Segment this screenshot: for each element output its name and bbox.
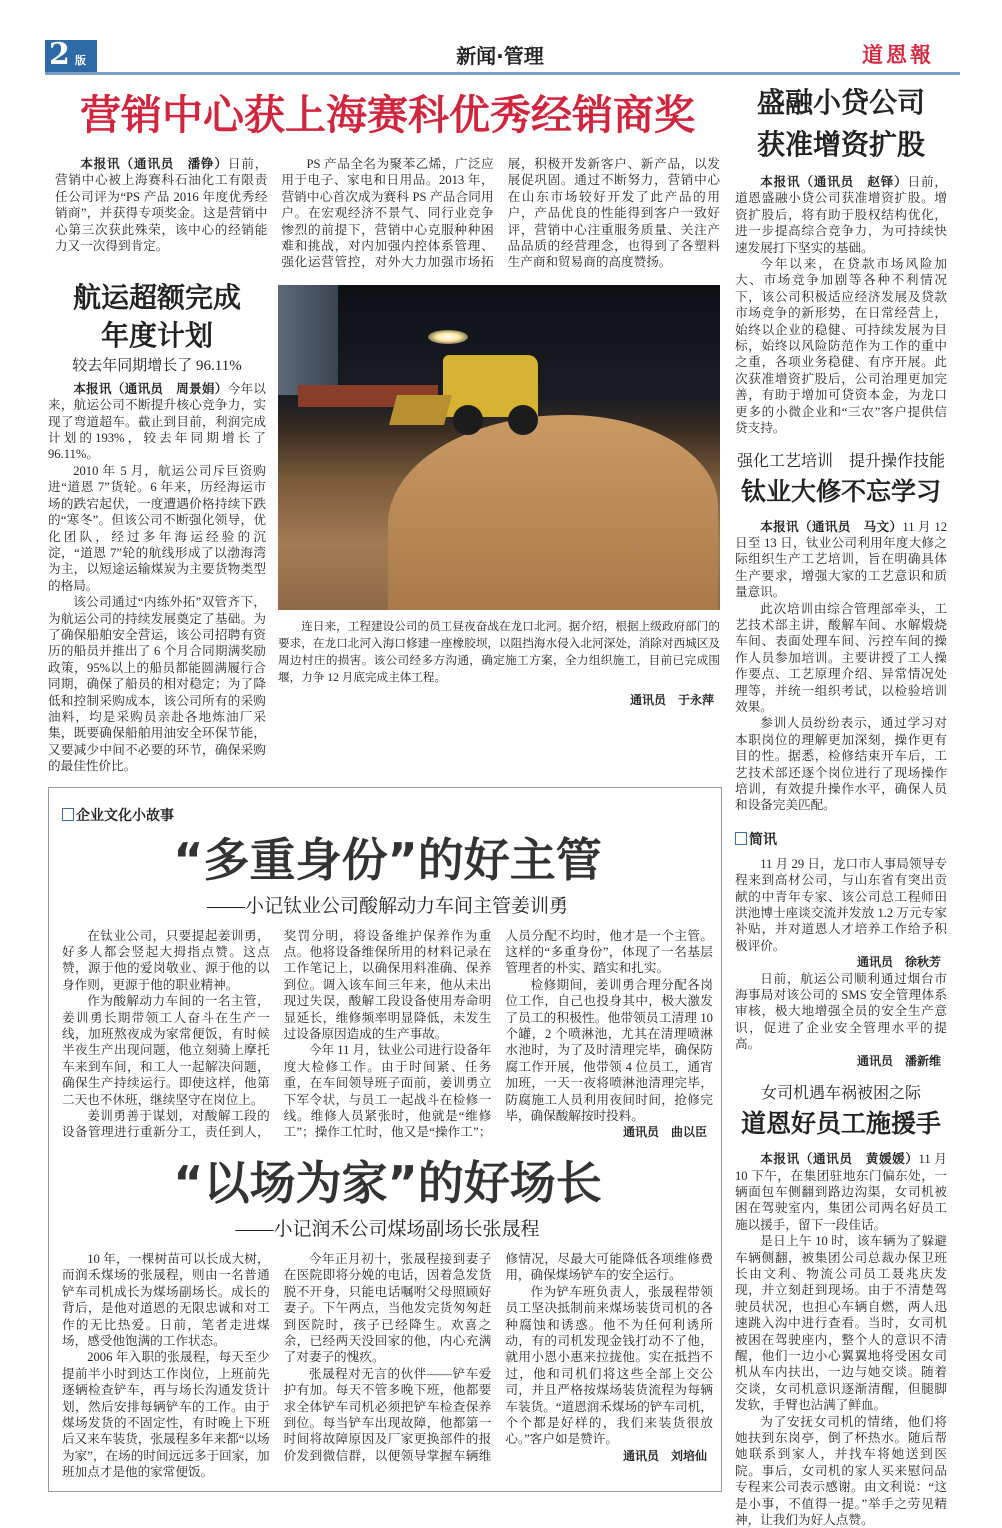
kicker-training: 强化工艺培训 提升操作技能 (736, 452, 945, 470)
middle-row (48, 279, 722, 775)
photo-byline: 通讯员 于永萍 (629, 692, 714, 707)
paragraph: PS 产品全名为聚苯乙烯，广泛应用于电子、家电和日用品。2013 年，营销中心首次成为赛科 PS 产品合同用户。在宏观经济不景气、同行业竞争惨烈的前提下，营销中心克服种种困难和挑战，对内加强内控体系管理、强化运营管控，对外大力加强市场拓展，积极开发新客户、新产品，以发展促巩固。通过不断努力，营销中心在山东市场较好开发了此产品的用户，产品优良的性能得到客户一致好评，营销中心注重服务质量、关注产品品质的经营理念，也得到了各塑料生产商和贸易商的高度赞扬。 (281, 157, 720, 270)
right-column (735, 82, 947, 1528)
brief-section-label (735, 830, 947, 850)
paragraph: 今年以来，航运公司不断提升核心竞争力，实现了弯道超车。截止到目前，利润完成计划的193%，较去年同期增长了 96.11%。 (48, 381, 267, 462)
article-lead: 本报讯（通讯员 赵铎） (760, 174, 908, 189)
section-label-text: 企业文化小故事 (76, 807, 174, 824)
section-label-text: 简讯 (749, 831, 777, 848)
paragraph: 此次培训由综合管理部牵头，工艺技术部主讲，酸解车间、水解煅烧车间、表面处理车间、污控车间的操作人员参加培训。主要讲授了工人操作要点、工艺原理介绍、异常情况处理等，并统一组织考试，以检验培训效果。 (735, 601, 947, 714)
paragraph: 2010 年 5 月，航运公司斥巨资购进“道恩 7”货轮。6 年来，历经海运市场的跌宕起伏，一度遭遇价格持续下跌的“寒冬”。但该公司不断强化领导，优化团队，经过多年海运经验的沉淀，“道恩 7”轮的航线形成了以渤海湾为主，以短途运输煤炭为主要货物类型的格局。 (48, 463, 266, 593)
edition-number: 2 (49, 37, 70, 72)
sand-mound (388, 415, 718, 610)
story2-title: “以场为家”的好场长 (173, 1155, 602, 1210)
floodlight (428, 330, 468, 344)
story1-title: “多重身份”的好主管 (173, 832, 602, 887)
header-rule (45, 72, 960, 75)
section-title: 新闻·管理 (456, 44, 544, 68)
article-training-body (735, 519, 947, 814)
article-lead: 本报讯（通讯员 潘铮） (80, 156, 228, 171)
paragraph: 是日上午 10 时，该车辆为了躲避车辆侧翻，被集团公司总裁办保卫班长由文利、物流公司员工聂兆庆发现，并立刻赶到现场。由于不清楚驾驶员状况，也担心车辆自燃，两人迅速跳入沟中进行查看。当时，女司机被困在驾驶座内，整个人的意识不清醒，他们一边小心翼翼地将受困女司机从车内扶出，一边与她交谈。随着交谈，女司机意识逐渐清醒，但腿脚发软，手臂也沾满了鲜血。 (735, 1234, 947, 1413)
paragraph: 在钛业公司，只要提起姜训勇，好多人都会竖起大拇指点赞。这点赞，源于他的爱岗敬业、源于他的以身作则，更源于他的职业精神。 (62, 928, 270, 992)
paragraph: 11 月 12 日至 13 日，钛业公司利用年度大修之际组织生产工艺培训，旨在明确具体生产要求，增强大家的工艺意识和质量意识。 (735, 519, 947, 600)
headline-training: 钛业大修不忘学习 (740, 476, 941, 506)
main-area (48, 82, 722, 1492)
square-icon (62, 808, 74, 821)
paragraph: 2006 年入职的张晟程，每天至少提前半小时到达工作岗位，上班前先逐辆检查铲车，再与场长沟通发货计划，然后安排每辆铲车的工作。由于煤场发货的不固定性，有时晚上下班后又来车装货，张晟程多年来都“以场为家”，在场的时间远远多于回家，加班加点才是他的家常便饭。 (62, 1350, 270, 1480)
paragraph: 10 年，一棵树苗可以长成大树，而润禾煤场的张晟程，则由一名普通铲车司机成长为煤场副场长。成长的背后，是他对道恩的无限忠诚和对工作的无比热爱。日前，笔者走进煤场，感受他饱满的工作状态。 (62, 1251, 270, 1348)
story2-body (62, 1251, 713, 1481)
construction-photo (278, 285, 720, 610)
headline-loan-2: 获准增资扩股 (756, 128, 925, 161)
article-loan-body (735, 174, 947, 437)
headline-loan-1: 盛融小贷公司 (756, 86, 925, 119)
paragraph: 为了安抚女司机的情绪，他们将她扶到东岗亭，倒了杯热水。随后帮她联系到家人，并找车将她送到医院。事后，女司机的家人买来慰问品专程来公司表示感谢。由文利说：“这是小事，不值得一提。”举手之劳见精神，让我们为好人点赞。 (735, 1414, 947, 1528)
headline-shipping-2: 年度计划 (100, 318, 213, 352)
kicker-rescue: 女司机遇车祸被困之际 (760, 1085, 921, 1103)
paragraph: 作为酸解动力车间的一名主管，姜训勇长期带领工人奋斗在生产一线，加班熬夜成为家常便饭，有时候半夜生产出现问题，他立刻骑上摩托车来到车间，和工人一起解决问题，确保生产持续运行。即使这样，他第二天也不休班，继续坚守在岗位上。 (62, 994, 270, 1107)
paragraph: 检修期间，姜训勇合理分配各岗位工作，自己也投身其中，极大激发了员工的积极性。他带领员工清理 10 个罐，2 个喷淋池，尤其在清理喷淋水池时，为了及时清理完毕，确保防腐工作开展，他带领 4 位员工，通宵加班，一天一夜将喷淋池清理完毕，防腐施工人员利用夜间时间，抢修完毕，确保酸解按时投料。 (505, 977, 713, 1124)
story1-body (62, 928, 713, 1141)
loader-wheel (453, 405, 483, 435)
paragraph: 张晟程对无言的伙伴——铲车爱护有加。每天不管多晚下班，他都要求全体铲车司机必须把铲车检查保养到位。每当铲车出现故障，他都第一时间将故障原因及厂家更换部件的报价发到微信群，以便领导掌握车辆维修情况，尽最大可能降低各项维修费用，确保煤场铲车的安全运行。 (283, 1251, 713, 1463)
paragraph: 作为铲车班负责人，张晟程带领员工坚决抵制前来煤场装货司机的各种腐蚀和诱惑。他不为任何利诱所动，有的司机发现金钱打动不了他，就用小恩小惠来拉拢他。实在抵挡不过，他和司机们将这些全部上交公司，并且严格按煤场装货流程为每辆车装货。“道恩润禾煤场的铲车司机，个个都是好样的，我们来装货很放心。”客户如是赞许。 (505, 1284, 713, 1447)
headline-shipping-1: 航运超额完成 (72, 280, 241, 314)
article-rescue-body (735, 1151, 947, 1528)
article-lead: 本报讯（通讯员 黄媛媛） (760, 1151, 919, 1167)
paragraph: 11 月 10 下午，在集团驻地东门偏东处，一辆面包车侧翻到路边沟渠，女司机被困在驾驶室内，集团公司两名好员工施以援手，留下一段佳话。 (735, 1152, 948, 1232)
article-shipping-body (48, 381, 266, 775)
masthead-logo: 道恩報 (862, 42, 934, 67)
edition-badge (45, 37, 97, 72)
paragraph: 姜训勇善于谋划，对酸解工段的设备管理进行重新分工，责任到人，奖罚分明，将设备维护保养作为重点。他将设备维保所用的材料记录在工作笔记上，以确保用料准确、保养到位。调入该车间三年来，他从未出现过失误，酸解工段设备使用寿命明显延长，维修频率明显降低，未发生过设备原因造成的生产事故。 (62, 928, 492, 1140)
brief-body (735, 856, 947, 1069)
story2-subtitle: ——小记润禾公司煤场副场长张晟程 (235, 1218, 540, 1240)
brief-byline: 通讯员 徐秋芳 (856, 955, 941, 970)
story2-byline: 通讯员 刘培仙 (622, 1448, 707, 1463)
loader-wheel (508, 405, 538, 435)
headline-rescue: 道恩好员工施援手 (740, 1109, 941, 1139)
paragraph: 日前，营销中心被上海赛科石油化工有限责任公司评为“PS 产品 2016 年度优秀经销商”，并获得专项奖金。这是营销中心第三次获此殊荣，该中心的经销能力又一次得到肯定。 (55, 157, 268, 254)
paragraph: 今年正月初十，张晟程接到妻子在医院即将分娩的电话，因着急发货脱不开身，只能电话嘱咐父母照顾好妻子。下午两点，当他发完货匆匆赶到医院时，孩子已经降生。欢喜之余，已经两天没回家的他，内心充满了对妻子的愧疚。 (283, 1251, 492, 1365)
brief-byline: 通讯员 潘新维 (856, 1053, 941, 1068)
story1-subtitle: ——小记钛业公司酸解动力车间主管姜训勇 (206, 895, 568, 917)
story1-byline: 通讯员 曲以臣 (622, 1125, 707, 1140)
subhead-shipping: 较去年同期增长了 96.11% (72, 357, 242, 374)
edition-label: 版 (75, 55, 86, 67)
photo-block (278, 285, 720, 708)
square-icon (735, 832, 747, 845)
photo-caption: 连日来，工程建设公司的员工昼夜奋战在龙口北河。据介绍，根据上级政府部门的要求，在龙口北河入海口修建一座橡胶坝，以阻挡海水侵入北河深处，消除对西城区及周边村庄的损害。该公司经多方沟通，确定施工方案，全力组织施工，目前已完成围堰，力争 12 月底完成主体工程。 (278, 619, 720, 684)
article-shipping (48, 279, 266, 775)
paragraph: 今年以来，在贷款市场风险加大、市场竞争加剧等各种不利情况下，该公司积极适应经济发展及贷款市场竞争的新形势，在日常经营上，始终以企业的稳健、可持续发展为目标，始终以风险防范作为工作的重中之重，各项业务稳健、有序开展。此次获准增资扩股后，公司治理更加完善，有助于增加可贷资本金，为龙口更多的小微企业和“三农”客户提供信贷支持。 (735, 257, 947, 436)
paragraph: 日前，航运公司顺利通过烟台市海事局对该公司的 SMS 安全管理体系审核，极大地增强全员的安全生产意识，促进了企业安全管理水平的提高。 (735, 971, 947, 1052)
paragraph: 参训人员纷纷表示，通过学习对本职岗位的理解更加深刻，操作更有目的性。据悉，检修结束开车后，工艺技术部还逐个岗位进行了现场操作培训，有效提升操作水平，确保人员和设备完美匹配。 (735, 716, 947, 813)
paragraph: 该公司通过“内练外拓”双管齐下，为航运公司的持续发展奠定了基础。为了确保船舶安全营运，该公司招聘有资历的船员并推出了 6 个月合同期满奖励政策，95%以上的船员都能圆满履行合同期，确保了船员的相对稳定；为了降低和控制采购成本，该公司所有的采购油料，均是采购员亲赴各地炼油厂采集，既要确保船舶用油安全环保节能，又要减少中间不必要的环节，确保采购的最佳性价比。 (48, 595, 266, 774)
culture-section-label (62, 806, 713, 826)
building-silo (278, 285, 338, 395)
article-lead: 本报讯（通讯员 马文） (760, 518, 903, 534)
paragraph: 今年 11 月，钛业公司进行设备年度大检修工作。由于时间紧、任务重，在车间领导班子面前，姜训勇立下军令状，与员工一起战斗在检修一线。维修人员紧张时，他就是“维修工”；操作工忙时，他又是“操作工”；人员分配不均时，他才是一个主管。这样的“多重身份”，体现了一名基层管理者的朴实、踏实和扎实。 (283, 928, 713, 1140)
article-marketing-body (48, 156, 722, 271)
headline-marketing: 营销中心获上海赛科优秀经销商奖 (80, 91, 695, 139)
paragraph: 11 月 29 日，龙口市人事局领导专程来到高材公司，与山东省有突出贡献的中青年专家、该公司总工程师田洪池博士座谈交流并发放 1.2 万元专家补贴，并对道恩人才培养工作给予积极评价。 (735, 856, 947, 953)
culture-box (48, 787, 722, 1492)
loader-bucket (389, 395, 452, 425)
article-lead: 本报讯（通讯员 周景娟） (73, 380, 228, 396)
paragraph: 日前，道恩盛融小贷公司获准增资扩股。增资扩股后，将有助于股权结构优化，进一步提高综合竞争力，为可持续快速发展打下坚实的基础。 (735, 175, 948, 255)
